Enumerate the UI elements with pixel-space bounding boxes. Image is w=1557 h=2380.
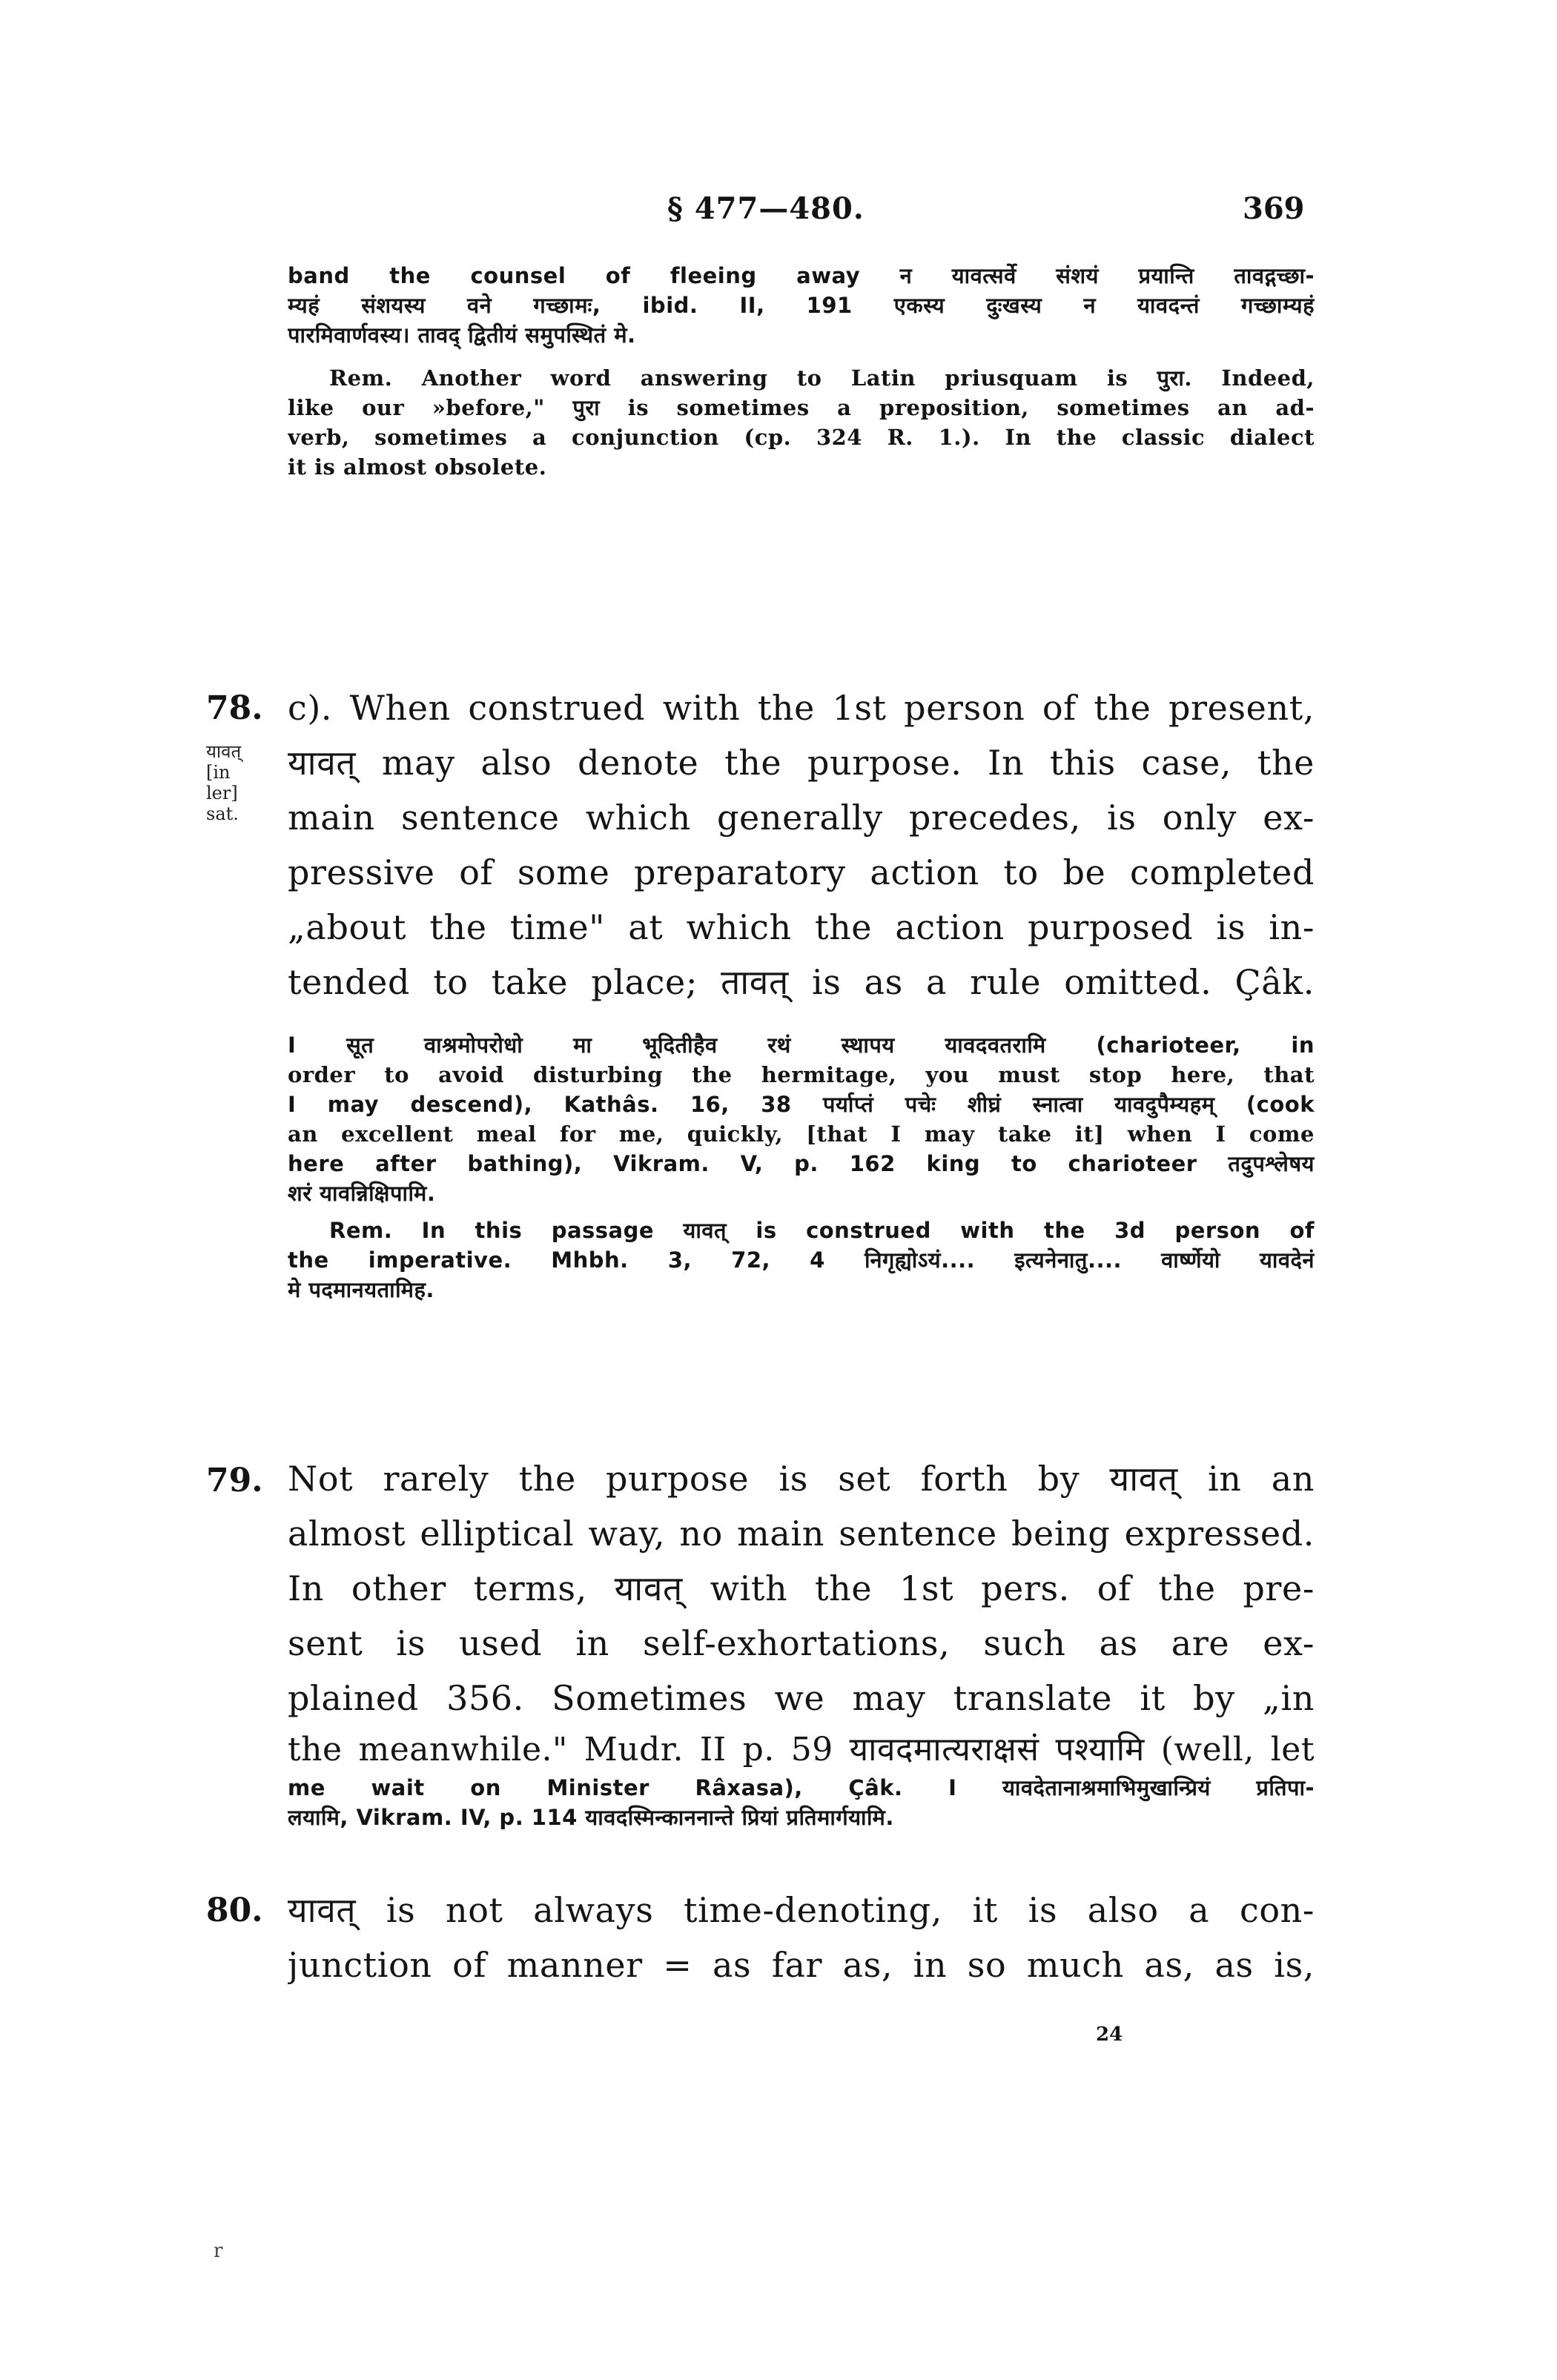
text-line: main sentence which generally precedes, is only ex- — [288, 798, 1315, 838]
text-line: almost elliptical way, no main sentence being expressed. — [288, 1514, 1315, 1554]
text-line: Rem. Another word answering to Latin priusquam is पुरा. Indeed, — [329, 365, 1315, 391]
text-line: म्यहं संशयस्य वने गच्छामः, ibid. II, 191 एकस्य दुःखस्य न यावदन्तं गच्छाम्यहं — [288, 293, 1315, 318]
stray-mark: r — [214, 2240, 223, 2262]
text-line: me wait on Minister Râxasa), Çâk. I यावदेतानाश्रमाभिमुखान्प्रियं प्रतिपा- — [288, 1775, 1315, 1800]
text-line: पारमिवार्णवस्य। तावद् द्वितीयं समुपस्थितं मे. — [288, 322, 636, 348]
text-line: Rem. In this passage यावत् is construed with the 3d person of — [329, 1218, 1315, 1243]
text-line: here after bathing), Vikram. V, p. 162 king to charioteer तदुपश्लेषय — [288, 1151, 1315, 1176]
page-number: 369 — [1243, 191, 1305, 226]
margin-note — [206, 741, 241, 824]
remark-priusquam — [288, 363, 1315, 482]
margin-note-line: [in — [206, 762, 231, 783]
paragraph-number: 80. — [206, 1892, 263, 1929]
paragraph-number: 78. — [206, 689, 263, 727]
text-line: मे पदमानयतामिह. — [288, 1277, 434, 1302]
margin-note-line: ler] — [206, 783, 238, 803]
text-line: verb, sometimes a conjunction (cp. 324 R. 1.). In the classic dialect — [288, 425, 1315, 450]
text-line: शरं यावन्निक्षिपामि. — [288, 1181, 436, 1206]
running-header — [0, 191, 1557, 243]
text-line: junction of manner = as far as, in so much as, as is, — [288, 1945, 1315, 1985]
text-line: यावत् is not always time-denoting, it is also a con- — [288, 1890, 1315, 1930]
text-line: an excellent meal for me, quickly, [that I may take it] when I come — [288, 1121, 1315, 1147]
text-line: sent is used in self-exhortations, such as are ex- — [288, 1623, 1315, 1663]
text-line: „about the time" at which the action purposed is in- — [288, 907, 1315, 947]
text-line: like our »before," पुरा is sometimes a preposition, sometimes an ad- — [288, 395, 1315, 420]
text-line: the imperative. Mhbh. 3, 72, 4 निगृह्योऽयं.... इत्यनेनातु.... वार्ष्णेयो यावदेनं — [288, 1247, 1315, 1273]
text-line: the meanwhile." Mudr. II p. 59 यावदमात्यराक्षसं पश्यामि (well, let — [288, 1731, 1315, 1769]
margin-note-line: sat. — [206, 803, 239, 824]
text-line: Not rarely the purpose is set forth by यावत् in an — [288, 1459, 1315, 1499]
text-line: band the counsel of fleeing away न यावत्सर्वे संशयं प्रयान्ति तावद्गच्छा- — [288, 263, 1315, 288]
text-line: plained 356. Sometimes we may translate it by „in — [288, 1678, 1315, 1718]
examples-479 — [288, 1727, 1315, 1832]
margin-note-line: यावत् — [206, 741, 242, 762]
text-line: लयामि, Vikram. IV, p. 114 यावदस्मिन्काननान्ते प्रियां प्रतिमार्गयामि. — [288, 1805, 894, 1830]
section-range: § 477—480. — [667, 191, 865, 226]
text-line: c). When construed with the 1st person of the present, — [288, 688, 1315, 728]
text-line: यावत् may also denote the purpose. In this case, the — [288, 743, 1315, 783]
text-line: In other terms, यावत् with the 1st pers. of the pre- — [288, 1568, 1315, 1608]
examples-478 — [288, 1030, 1315, 1208]
text-line: it is almost obsolete. — [288, 454, 547, 480]
remark-imperative — [288, 1216, 1315, 1305]
signature-mark: 24 — [1096, 2023, 1123, 2046]
text-line: order to avoid disturbing the hermitage, you must stop here, that — [288, 1062, 1315, 1087]
text-line: tended to take place; तावत् is as a rule omitted. Çâk. — [288, 962, 1315, 1002]
paragraph-479 — [288, 1451, 1315, 1726]
paragraph-478 — [288, 680, 1315, 1010]
paragraph-number: 79. — [206, 1462, 263, 1499]
text-line: I may descend), Kathâs. 16, 38 पर्याप्तं पचेः शीघ्रं स्नात्वा यावदुपैम्यहम् (cook — [288, 1092, 1315, 1117]
text-line: I सूत वाश्रमोपरोधो मा भूदितीहैव रथं स्थापय यावदवतरामि (charioteer, in — [288, 1032, 1315, 1058]
continuation-text — [288, 261, 1315, 350]
paragraph-480 — [288, 1883, 1315, 1992]
text-line: pressive of some preparatory action to be completed — [288, 852, 1315, 892]
